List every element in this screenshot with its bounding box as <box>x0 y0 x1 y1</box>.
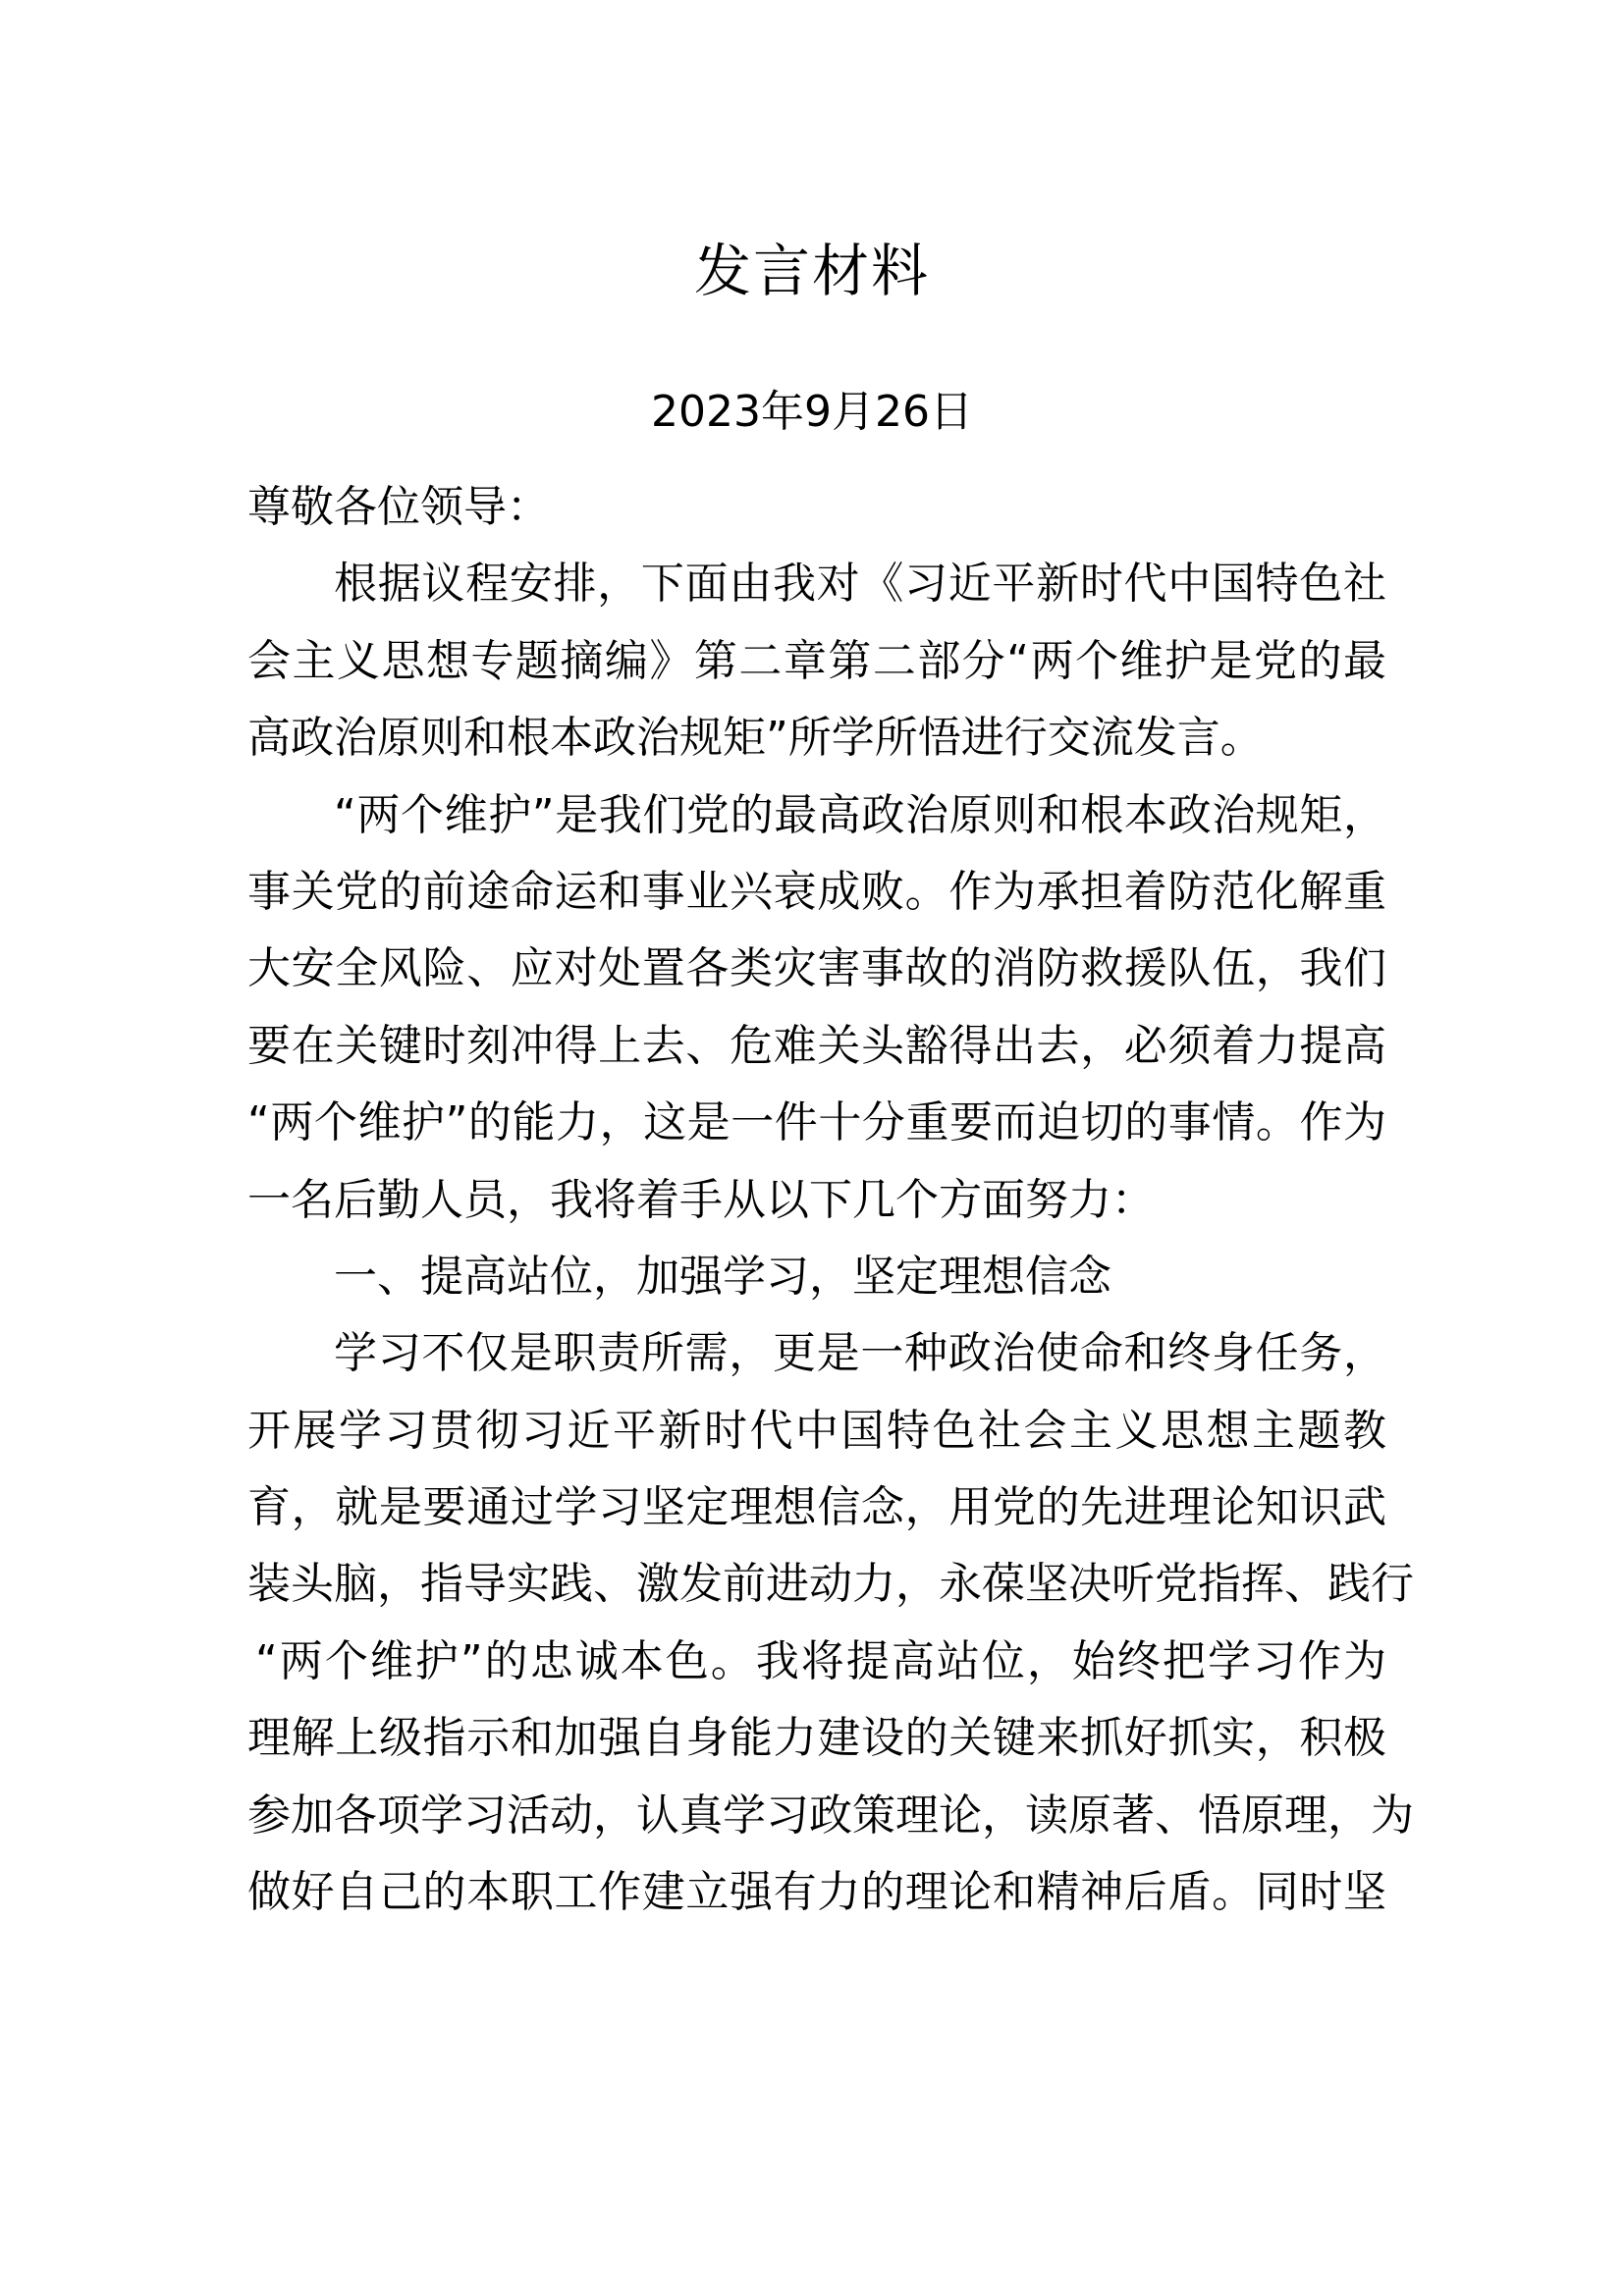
body-line: 学习不仅是职责所需，更是一种政治使命和终身任务， <box>334 1328 1386 1379</box>
document-title: 发言材料 <box>693 238 930 304</box>
body-line: “两个维护”是我们党的最高政治原则和根本政治规矩， <box>334 789 1386 840</box>
body-line: 做好自己的本职工作建立强有力的理论和精神后盾。同时坚 <box>247 1867 1386 1918</box>
body-line: “两个维护”的能力，这是一件十分重要而迫切的事情。作为 <box>247 1097 1386 1148</box>
body-line: 大安全风险、应对处置各类灾害事故的消防救援队伍，我们 <box>247 943 1386 994</box>
body-line: 会主义思想专题摘编》第二章第二部分“两个维护是党的最 <box>247 635 1386 686</box>
body-line: 育，就是要通过学习坚定理想信念，用党的先进理论知识武 <box>247 1482 1386 1533</box>
body-line: 装头脑，指导实践、激发前进动力，永葆坚决听党指挥、践行 <box>247 1559 1414 1610</box>
body-lines <box>247 546 1414 1931</box>
salutation: 尊敬各位领导： <box>247 482 550 532</box>
body-line: 理解上级指示和加强自身能力建设的关键来抓好抓实，积极 <box>247 1713 1386 1764</box>
body-line: 事关党的前途命运和事业兴衰成败。作为承担着防范化解重 <box>247 866 1386 917</box>
body-line: “两个维护”的忠诚本色。我将提高站位，始终把学习作为 <box>255 1635 1386 1686</box>
body-line: 高政治原则和根本政治规矩”所学所悟进行交流发言。 <box>247 713 1264 764</box>
body-line: 开展学习贯彻习近平新时代中国特色社会主义思想主题教 <box>247 1405 1386 1456</box>
body-line: 根据议程安排，下面由我对《习近平新时代中国特色社 <box>334 559 1386 610</box>
body-line: 一、提高站位，加强学习，坚定理想信念 <box>334 1251 1111 1302</box>
body-line: 一名后勤人员，我将着手从以下几个方面努力： <box>247 1174 1155 1225</box>
body-line: 参加各项学习活动，认真学习政策理论，读原著、悟原理，为 <box>247 1789 1414 1841</box>
document-date: 2023年9月26日 <box>651 387 973 437</box>
document-body <box>247 469 1414 1931</box>
body-line: 要在关键时刻冲得上去、危难关头豁得出去，必须着力提高 <box>247 1020 1386 1071</box>
